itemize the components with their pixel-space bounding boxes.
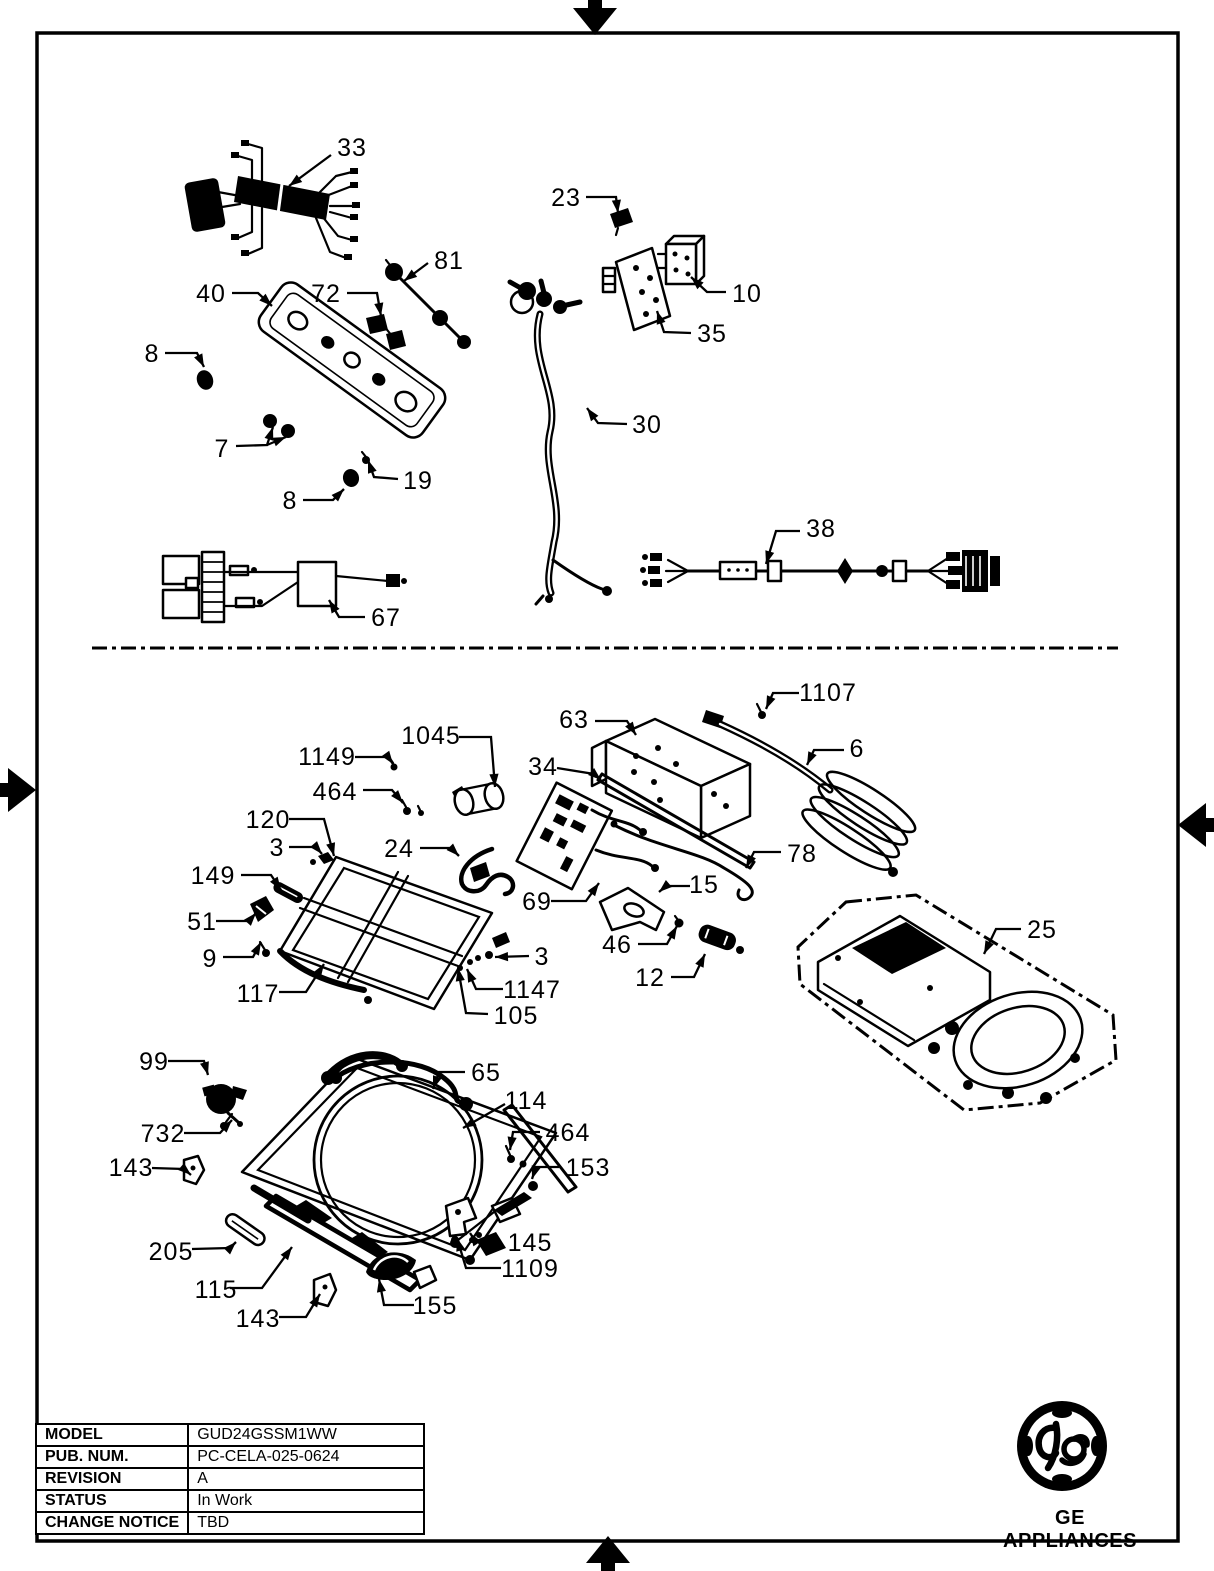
callout-layer [109,134,1057,1333]
title-block-row [36,1490,424,1512]
callout-33 [289,134,367,186]
callout-1107 [766,679,857,709]
callout-15 [659,871,719,899]
callout-63 [559,706,636,735]
callout-9 [203,942,261,973]
svg-text:114: 114 [504,1087,548,1115]
callout-38 [765,515,836,564]
pub-num-value: PC-CELA-025-0624 [188,1446,424,1468]
callout-1045 [401,722,498,787]
svg-text:143: 143 [108,1154,154,1182]
svg-text:38: 38 [806,515,836,543]
callout-65 [433,1059,501,1089]
ge-monogram-icon [988,1396,1152,1500]
part-15 [600,888,664,930]
svg-text:99: 99 [139,1048,169,1076]
title-block-row [36,1446,424,1468]
svg-text:732: 732 [140,1120,186,1148]
brand-name: GE APPLIANCES [1003,1507,1137,1552]
part-24 [461,849,513,894]
svg-text:67: 67 [371,604,401,632]
svg-text:1045: 1045 [401,722,461,750]
svg-text:51: 51 [187,908,217,936]
svg-text:3: 3 [269,834,285,862]
revision-value: A [188,1468,424,1490]
callout-1149 [298,743,393,771]
svg-text:34: 34 [528,753,558,781]
callout-464 [313,778,403,806]
svg-text:149: 149 [190,862,236,890]
svg-text:35: 35 [697,320,727,348]
callout-1147 [467,969,561,1004]
callout-69 [522,883,599,916]
callout-153 [532,1154,611,1182]
svg-text:3: 3 [534,943,550,971]
callout-99 [139,1048,209,1076]
part-1107 [757,704,766,719]
callout-78 [746,840,817,868]
svg-text:19: 19 [403,467,433,495]
svg-text:153: 153 [565,1154,611,1182]
part-9 [260,942,270,957]
svg-text:155: 155 [412,1292,458,1320]
svg-text:40: 40 [196,280,226,308]
svg-text:23: 23 [551,184,581,212]
svg-text:8: 8 [282,487,298,515]
svg-text:9: 9 [202,945,218,973]
callout-120 [246,806,335,856]
svg-text:7: 7 [214,435,230,463]
title-block-row [36,1424,424,1446]
pub-num-label: PUB. NUM. [36,1446,188,1468]
svg-text:105: 105 [493,1002,539,1030]
svg-text:6: 6 [849,735,865,763]
svg-text:46: 46 [602,931,632,959]
svg-text:65: 65 [471,1059,501,1087]
svg-text:1107: 1107 [799,679,857,707]
svg-text:1109: 1109 [501,1255,559,1283]
part-38 [640,550,1000,592]
part-23 [610,208,633,235]
callout-8 [283,487,344,515]
svg-text:205: 205 [148,1238,194,1266]
part-1045 [452,781,506,817]
status-label: STATUS [36,1490,188,1512]
callout-12 [635,954,705,992]
svg-text:464: 464 [545,1119,591,1147]
svg-text:25: 25 [1027,916,1057,944]
part-10 [658,236,704,284]
model-label: MODEL [36,1424,188,1446]
svg-text:115: 115 [194,1276,238,1304]
part-464-a [402,800,424,816]
callout-7 [215,427,286,463]
model-value: GUD24GSSM1WW [188,1424,424,1446]
callout-24 [384,835,459,863]
callout-205 [149,1238,236,1266]
callout-10 [691,277,762,308]
change-notice-label: CHANGE NOTICE [36,1512,188,1534]
status-value: In Work [188,1490,424,1512]
callout-40 [196,280,272,308]
registration-arrow-top-icon [573,0,617,35]
part-8-knob-a [194,368,216,392]
callout-3 [495,943,549,971]
part-30 [510,281,612,604]
svg-text:1149: 1149 [298,743,356,771]
callout-81 [404,247,464,281]
svg-text:1147: 1147 [503,976,561,1004]
callout-23 [551,184,621,213]
change-notice-value: TBD [188,1512,424,1534]
brand-block [986,1396,1154,1553]
svg-text:464: 464 [312,778,358,806]
callout-143 [236,1294,320,1333]
svg-text:78: 78 [787,840,817,868]
title-block [35,1423,425,1535]
svg-text:117: 117 [236,980,280,1008]
part-25-assembly [798,895,1116,1110]
callout-6 [807,735,864,765]
callout-25 [984,916,1057,954]
callout-149 [191,862,281,890]
svg-text:15: 15 [689,871,719,899]
svg-text:145: 145 [507,1229,553,1257]
callout-51 [187,908,256,936]
callout-732 [141,1120,232,1148]
title-block-row [36,1468,424,1490]
revision-label: REVISION [36,1468,188,1490]
svg-text:69: 69 [522,888,552,916]
svg-text:8: 8 [144,340,160,368]
callout-46 [602,926,677,959]
callout-67 [329,600,401,632]
part-99 [202,1084,247,1127]
svg-text:143: 143 [235,1305,281,1333]
registration-arrow-right-icon [1178,803,1214,847]
svg-text:12: 12 [635,964,665,992]
svg-text:24: 24 [384,835,414,863]
svg-text:33: 33 [337,134,367,162]
part-40 [254,278,450,442]
part-205 [224,1212,267,1248]
part-12 [696,922,744,954]
callout-3 [270,834,322,862]
svg-text:81: 81 [434,247,464,275]
callout-143 [109,1154,191,1182]
svg-text:72: 72 [311,280,341,308]
svg-text:63: 63 [559,706,589,734]
callout-19 [368,460,433,495]
svg-text:120: 120 [245,806,291,834]
part-33 [184,140,360,260]
registration-arrow-left-icon [0,768,36,812]
part-8-knob-b [341,467,361,489]
callout-8 [145,340,204,368]
svg-text:10: 10 [732,280,762,308]
svg-text:30: 30 [632,411,662,439]
callout-30 [587,408,662,439]
callout-34 [528,753,601,781]
callout-115 [195,1247,292,1304]
title-block-row [36,1512,424,1534]
